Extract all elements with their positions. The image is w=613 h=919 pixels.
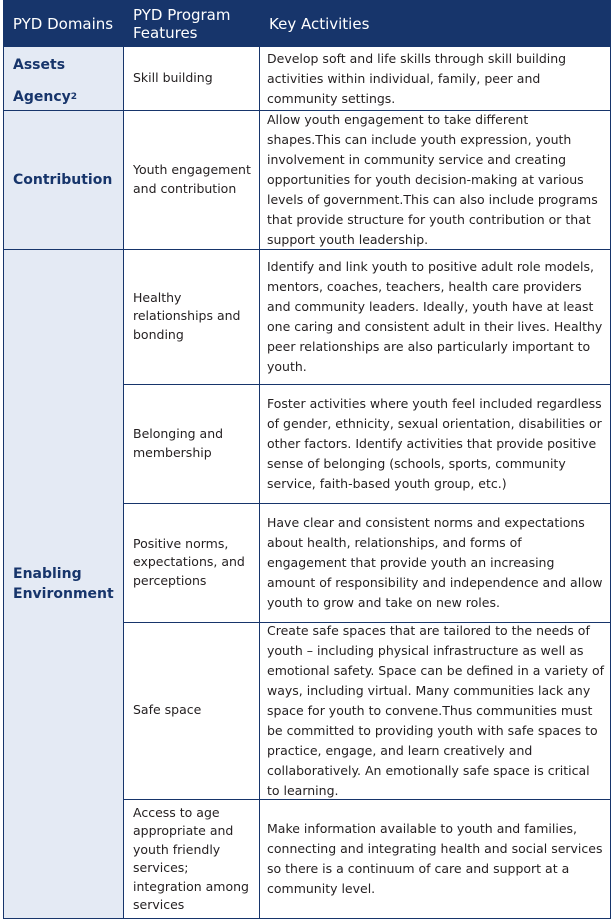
grid-line bbox=[123, 799, 611, 800]
grid-line bbox=[3, 0, 4, 919]
domain-agency: Agency 2 bbox=[3, 83, 123, 110]
activity-cell: Have clear and consistent norms and expectations about health, relationships, and forms of engagement that provide youth an increasing amount of responsibility and independence and allow youth to grow and take on new roles. bbox=[267, 514, 603, 610]
header-domains: PYD Domains bbox=[3, 0, 123, 47]
grid-line bbox=[123, 0, 124, 919]
grid-line bbox=[610, 0, 611, 919]
header-activities: Key Activities bbox=[259, 0, 611, 47]
feature-cell: Skill building bbox=[133, 70, 213, 86]
domain-agency-label: Agency bbox=[13, 88, 71, 105]
domain-enabling-environment: Enabling Environment bbox=[3, 249, 123, 919]
feature-cell: Healthy relationships and bonding bbox=[133, 289, 241, 342]
feature-cell: Positive norms, expectations, and perceptions bbox=[133, 535, 245, 588]
feature-cell: Belonging and membership bbox=[133, 426, 224, 460]
grid-line bbox=[3, 110, 611, 111]
pyd-table bbox=[3, 0, 611, 919]
feature-cell: Youth engagement and contribution bbox=[133, 162, 251, 196]
feature-cell: Access to age appropriate and youth friendly services; integration among services bbox=[133, 804, 249, 912]
feature-cell: Safe space bbox=[133, 702, 202, 718]
activity-cell: Create safe spaces that are tailored to the needs of youth – including physical infrastructure as well as emotional safety. Space can be defined in a variety of ways, including virtual. Many communities lack any space for youth to convene.Thus communities must be committed to providing youth with safe spaces to practice, engage, and learn creatively and collaboratively. An emotionally safe space is critical to learning. bbox=[267, 622, 605, 798]
grid-line bbox=[123, 503, 611, 504]
activity-cell: Make information available to youth and families, connecting and integrating health and social services so there is a continuum of care and support at a community level. bbox=[267, 821, 603, 896]
grid-line bbox=[259, 0, 260, 919]
activity-cell: Develop soft and life skills through skill building activities within individual, family, peer and community settings. bbox=[267, 50, 567, 106]
domain-contribution: Contribution bbox=[3, 110, 123, 249]
header-features: PYD Program Features bbox=[123, 0, 259, 47]
domain-assets: Assets bbox=[3, 47, 123, 83]
grid-line bbox=[3, 249, 611, 250]
activity-cell: Identify and link youth to positive adult role models, mentors, coaches, teachers, health care providers and community leaders. Ideally, youth have at least one caring and consistent adult in their lives. Healthy peer relationships are also particularly important to youth. bbox=[267, 258, 603, 374]
activity-cell: Allow youth engagement to take different shapes.This can include youth expression, youth involvement in community service and creating opportunities for youth decision-making at various levels of government.This can also include programs that provide structure for youth contribution or that support youth leadership. bbox=[267, 111, 598, 247]
activity-cell: Foster activities where youth feel included regardless of gender, ethnicity, sexual orientation, disabilities or other factors. Identify activities that provide positive sense of belonging (schools, sports, community service, faith-based youth group, etc.) bbox=[267, 395, 602, 491]
grid-line bbox=[123, 384, 611, 385]
grid-line bbox=[123, 622, 611, 623]
